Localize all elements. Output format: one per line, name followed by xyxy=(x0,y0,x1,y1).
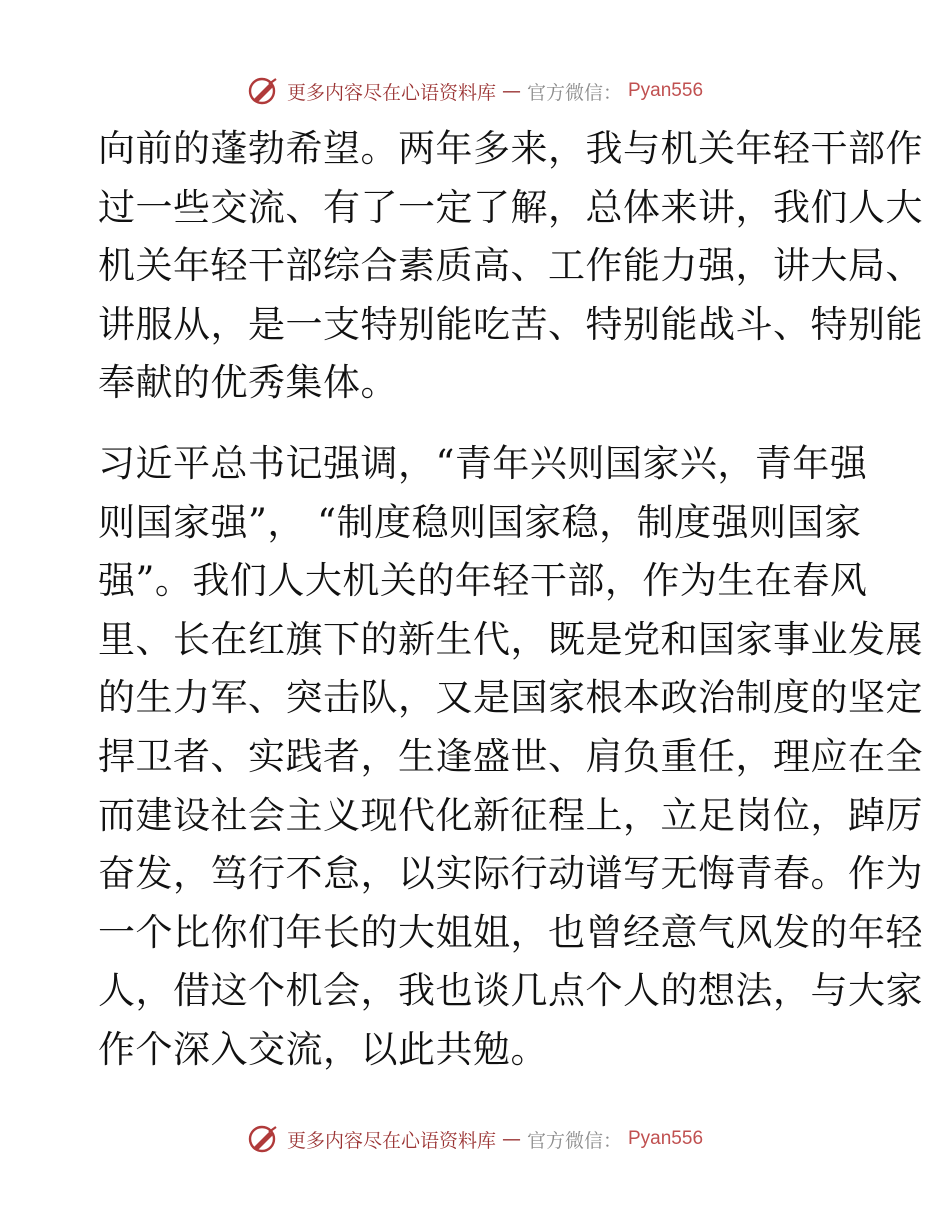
text-line: 人，借这个机会，我也谈几点个人的想法，与大家 xyxy=(98,969,923,1013)
fountain-pen-circle-icon xyxy=(247,1124,281,1154)
header-watermark xyxy=(0,76,950,106)
document-body xyxy=(98,120,923,1080)
text-line: 的生力军、突击队，又是国家根本政治制度的坚定 xyxy=(98,676,923,720)
watermark-wechat-label: 官方微信： xyxy=(526,81,622,104)
text-line: 一个比你们年长的大姐姐，也曾经意气风发的年轻 xyxy=(98,910,923,954)
watermark-brand-text: 更多内容尽在心语资料库 xyxy=(286,1129,496,1152)
text-line: 捍卫者、实践者，生逢盛世、肩负重任，理应在全 xyxy=(98,734,923,778)
text-line: 作个深入交流，以此共勉。 xyxy=(98,1027,548,1071)
watermark-brand-text: 更多内容尽在心语资料库 xyxy=(286,81,496,104)
text-line: 向前的蓬勃希望。两年多来，我与机关年轻干部作 xyxy=(98,127,923,170)
text-line: 而建设社会主义现代化新征程上，立足岗位，踔厉 xyxy=(98,793,923,837)
watermark-dash: — xyxy=(501,80,521,102)
text-line: 强”。我们人大机关的年轻干部，作为生在春风 xyxy=(98,559,868,603)
watermark-wechat-label: 官方微信： xyxy=(526,1129,622,1152)
text-line: 奋发，笃行不怠，以实际行动谱写无悔青春。作为 xyxy=(98,852,923,896)
text-line: 讲服从，是一支特别能吃苦、特别能战斗、特别能 xyxy=(98,302,923,346)
text-line: 机关年轻干部综合素质高、工作能力强，讲大局、 xyxy=(98,244,923,288)
fountain-pen-circle-icon xyxy=(247,76,281,106)
text-line: 里、长在红旗下的新生代，既是党和国家事业发展 xyxy=(98,617,923,661)
text-line: 奉献的优秀集体。 xyxy=(98,361,398,405)
text-line: 习近平总书记强调，“青年兴则国家兴，青年强 xyxy=(98,441,868,485)
footer-watermark xyxy=(0,1124,950,1154)
text-line: 过一些交流、有了一定了解，总体来讲，我们人大 xyxy=(98,185,923,229)
watermark-wechat-handle: Pyan556 xyxy=(628,80,704,101)
watermark-wechat-handle: Pyan556 xyxy=(628,1128,704,1149)
text-line: 则国家强”， “制度稳则国家稳，制度强则国家 xyxy=(98,500,862,544)
paragraph-2 xyxy=(98,435,923,1080)
watermark-dash: — xyxy=(501,1128,521,1150)
paragraph-1 xyxy=(98,120,923,413)
